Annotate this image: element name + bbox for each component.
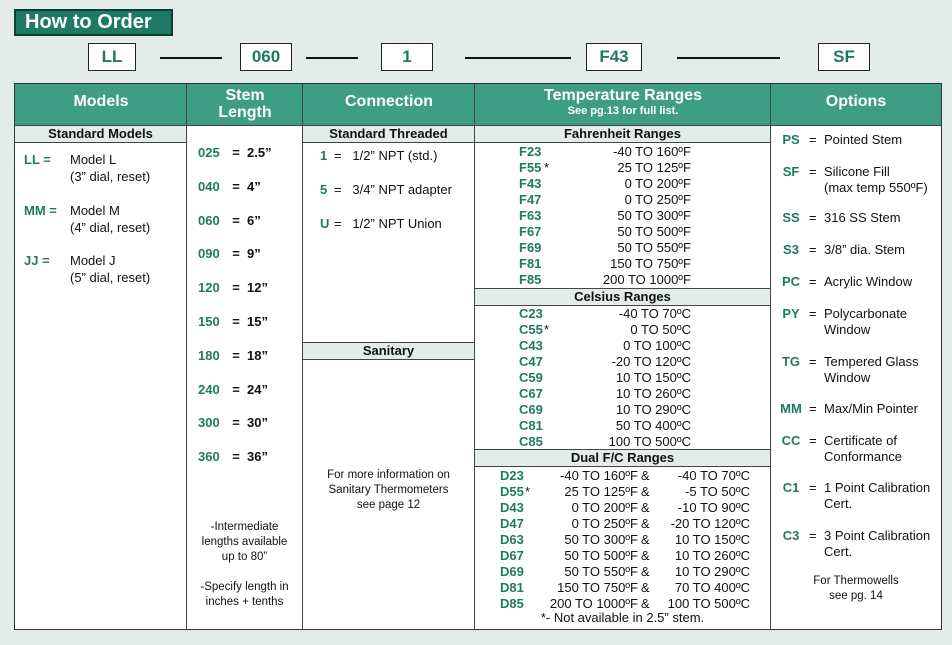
stem-code: 060	[198, 212, 220, 228]
footnote: *- Not available in 2.5” stem.	[540, 610, 705, 625]
temp-range: 25 TO 125ºF	[617, 160, 691, 175]
temp-code: F47	[519, 192, 542, 207]
temp-row	[475, 176, 770, 192]
models-subheader: Standard Models	[15, 126, 186, 143]
connection-code: 5	[320, 182, 328, 197]
stem-header-line2: Length	[218, 104, 272, 121]
dual-c-range: 10 TO 290ºC	[674, 564, 750, 579]
stem-note-specify	[187, 580, 302, 610]
temp-row	[475, 322, 770, 338]
option-eq: =	[809, 306, 817, 321]
temperature-header-sub: See pg.13 for full list.	[567, 105, 679, 117]
page-title: How to Order	[14, 9, 173, 36]
temp-range: 100 TO 500ºC	[608, 434, 691, 449]
stem-row	[198, 213, 261, 228]
stem-eq: =	[232, 246, 240, 262]
temp-code: F55	[519, 160, 542, 175]
dual-amp: &	[641, 516, 650, 531]
stem-value: 4”	[247, 178, 261, 194]
note-line: For Thermowells	[813, 575, 899, 587]
temp-code: C43	[519, 338, 543, 353]
temp-code: F85	[519, 272, 542, 287]
dual-amp: &	[641, 532, 650, 547]
order-code-stem: 060	[240, 43, 292, 71]
temp-code: F23	[519, 144, 542, 159]
stem-eq: =	[232, 314, 240, 329]
option-code: PC	[781, 274, 801, 289]
dual-row	[475, 548, 770, 564]
dual-amp: &	[641, 468, 650, 483]
options-header: Options	[771, 84, 941, 125]
temp-star: *	[544, 322, 550, 337]
stem-note-intermediate	[187, 520, 302, 565]
option-eq: =	[809, 164, 817, 179]
dual-code: D55	[500, 484, 524, 499]
dual-amp: &	[641, 500, 650, 515]
option-text: Certificate of	[824, 433, 897, 448]
dual-f-range: 50 TO 550ºF	[564, 564, 638, 579]
connection-code: 1	[320, 148, 328, 163]
temp-code: C67	[519, 386, 543, 401]
dual-amp: &	[641, 596, 650, 611]
temp-code: C47	[519, 354, 543, 369]
temp-row	[475, 434, 770, 450]
option-eq: =	[809, 480, 817, 495]
dual-code: D63	[500, 532, 524, 547]
temp-range: 50 TO 300ºF	[617, 208, 691, 223]
order-code-options: SF	[818, 43, 870, 71]
temp-row	[475, 402, 770, 418]
dual-code: D67	[500, 548, 524, 563]
connection-text: = 1/2” NPT (std.)	[334, 148, 438, 163]
dual-c-range: -5 TO 50ºC	[685, 484, 750, 499]
option-text: 1 Point Calibration	[824, 480, 931, 495]
option-code: C3	[782, 528, 800, 543]
note-line: -Intermediate	[210, 521, 279, 533]
stem-value: 2.5”	[247, 145, 272, 160]
stem-code: 025	[198, 145, 220, 160]
temp-range: -40 TO 70ºC	[618, 306, 691, 321]
stem-code: 360	[198, 449, 220, 465]
order-table	[14, 83, 942, 630]
temp-row	[475, 256, 770, 272]
option-code: SF	[782, 164, 800, 179]
note-line: up to 80”	[221, 551, 268, 563]
stem-eq: =	[232, 347, 240, 363]
temp-code: F81	[519, 256, 542, 271]
temp-code: C23	[519, 306, 543, 321]
temp-row	[475, 272, 770, 288]
option-text: Cert.	[824, 544, 853, 559]
stem-row	[198, 415, 268, 430]
dual-subheader: Dual F/C Ranges	[475, 449, 770, 467]
models-header: Models	[15, 84, 187, 125]
option-code: SS	[782, 210, 800, 225]
model-name: Model J	[70, 253, 116, 268]
divider	[306, 57, 358, 59]
temp-row	[475, 338, 770, 354]
option-text: 3/8” dia. Stem	[824, 242, 905, 257]
dual-f-range: -40 TO 160ºF	[560, 468, 638, 483]
note-line: -Specify length in	[200, 581, 289, 593]
temp-range: 0 TO 100ºC	[623, 338, 691, 353]
temp-range: 200 TO 1000ºF	[602, 272, 691, 287]
dual-code: D43	[500, 500, 524, 515]
note-line: inches + tenths	[205, 596, 284, 608]
model-desc: (5” dial, reset)	[70, 270, 151, 285]
temp-row	[475, 192, 770, 208]
option-text: 316 SS Stem	[824, 210, 901, 225]
stem-value: 24”	[247, 381, 268, 397]
note-line: lengths available	[201, 536, 288, 548]
fahrenheit-subheader: Fahrenheit Ranges	[475, 126, 770, 143]
temp-row	[475, 224, 770, 240]
note-line: see pg. 14	[829, 590, 883, 602]
temp-code: F43	[519, 176, 542, 191]
dual-code: D47	[500, 516, 524, 531]
stem-eq: =	[232, 449, 240, 465]
stem-length-header	[187, 84, 303, 125]
connection-code: U	[320, 216, 330, 231]
dual-f-range: 0 TO 250ºF	[571, 516, 638, 531]
temp-code: C55	[519, 322, 543, 337]
temp-row	[475, 306, 770, 322]
dual-row	[475, 564, 770, 580]
temp-range: -20 TO 120ºC	[611, 354, 691, 369]
stem-code: 120	[198, 280, 220, 296]
dual-row	[475, 468, 770, 484]
temp-range: 10 TO 290ºC	[615, 402, 691, 417]
connection-text: = 3/4” NPT adapter	[334, 182, 452, 197]
temp-row	[475, 418, 770, 434]
temperature-header	[475, 84, 771, 125]
dual-row	[475, 516, 770, 532]
temp-range: 10 TO 260ºC	[615, 386, 691, 401]
stem-row	[198, 348, 268, 363]
dual-f-range: 50 TO 500ºF	[564, 548, 638, 563]
temp-range: 50 TO 550ºF	[617, 240, 691, 255]
stem-code: 090	[198, 246, 220, 262]
option-eq: =	[809, 242, 817, 257]
stem-eq: =	[232, 381, 240, 397]
option-code: PS	[782, 132, 800, 147]
model-name: Model L	[70, 152, 117, 167]
stem-code: 180	[198, 347, 220, 363]
model-desc: (4” dial, reset)	[70, 220, 151, 235]
temp-row	[475, 208, 770, 224]
dual-c-range: -40 TO 70ºC	[677, 468, 750, 483]
dual-code: D69	[500, 564, 524, 579]
dual-amp: &	[641, 484, 650, 499]
connection-item	[320, 216, 442, 231]
dual-row	[475, 484, 770, 500]
temp-row	[475, 370, 770, 386]
temp-star: *	[544, 160, 550, 175]
connection-item	[320, 148, 437, 163]
dual-c-range: 70 TO 400ºC	[674, 580, 750, 595]
option-code: MM	[780, 401, 802, 416]
model-name: Model M	[70, 203, 120, 218]
sanitary-subheader: Sanitary	[303, 342, 474, 360]
temp-code: F63	[519, 208, 542, 223]
dual-f-range: 25 TO 125ºF	[564, 484, 638, 499]
divider	[677, 57, 780, 59]
stem-code: 150	[198, 314, 220, 329]
option-text: Silicone Fill	[824, 164, 890, 179]
divider	[160, 57, 222, 59]
stem-code: 240	[198, 381, 220, 397]
dual-code: D81	[500, 580, 524, 595]
temp-range: 50 TO 400ºC	[615, 418, 691, 433]
stem-value: 36”	[247, 449, 268, 465]
stem-code: 300	[198, 415, 220, 431]
options-note	[771, 574, 941, 604]
temp-code: C59	[519, 370, 543, 385]
model-code: JJ =	[24, 253, 50, 268]
stem-eq: =	[232, 178, 240, 194]
temp-range: 0 TO 250ºF	[624, 192, 691, 207]
stem-value: 30”	[247, 415, 268, 431]
dual-star: *	[525, 484, 531, 499]
dual-f-range: 0 TO 200ºF	[571, 500, 638, 515]
model-code: LL =	[24, 152, 51, 167]
temp-range: -40 TO 160ºF	[613, 144, 691, 159]
temp-row	[475, 160, 770, 176]
order-code-connection: 1	[381, 43, 433, 71]
dual-row	[475, 500, 770, 516]
temp-row	[475, 240, 770, 256]
stem-value: 6”	[247, 212, 261, 228]
temp-code: C69	[519, 402, 543, 417]
stem-code: 040	[198, 178, 220, 194]
option-eq: =	[809, 528, 817, 543]
connection-text: = 1/2” NPT Union	[334, 216, 442, 231]
temp-row	[475, 386, 770, 402]
option-code: PY	[782, 306, 800, 321]
dual-amp: &	[641, 580, 650, 595]
option-code: CC	[781, 433, 801, 448]
dual-amp: &	[641, 564, 650, 579]
temp-range: 10 TO 150ºC	[615, 370, 691, 385]
temp-range: 0 TO 200ºF	[624, 176, 691, 191]
option-text: Polycarbonate	[824, 306, 908, 321]
option-eq: =	[809, 354, 817, 369]
option-eq: =	[809, 401, 817, 416]
dual-c-range: -10 TO 90ºC	[677, 500, 750, 515]
stem-value: 12”	[247, 280, 268, 296]
temp-range: 0 TO 50ºC	[630, 322, 691, 337]
option-text: (max temp 550ºF)	[824, 180, 928, 195]
dual-row	[475, 580, 770, 596]
stem-value: 15”	[247, 314, 268, 329]
dual-c-range: 100 TO 500ºC	[667, 596, 750, 611]
option-code: TG	[781, 354, 801, 369]
stem-row	[198, 280, 268, 295]
order-code-model: LL	[88, 43, 136, 71]
option-text: Pointed Stem	[824, 132, 903, 147]
temp-code: C85	[519, 434, 543, 449]
temp-row	[475, 144, 770, 160]
model-desc: (3” dial, reset)	[70, 169, 151, 184]
note-line: Sanitary Thermometers	[328, 484, 449, 496]
temperature-header-title: Temperature Ranges	[544, 87, 702, 104]
connection-subheader: Standard Threaded	[303, 126, 474, 143]
dual-f-range: 200 TO 1000ºF	[549, 596, 638, 611]
temp-code: F69	[519, 240, 542, 255]
option-text: Window	[824, 322, 871, 337]
stem-row	[198, 449, 268, 464]
temp-range: 50 TO 500ºF	[617, 224, 691, 239]
connection-header: Connection	[303, 84, 475, 125]
stem-row	[198, 179, 261, 194]
celsius-subheader: Celsius Ranges	[475, 288, 770, 306]
dual-c-range: 10 TO 260ºC	[674, 548, 750, 563]
dual-code: D23	[500, 468, 524, 483]
option-text: Max/Min Pointer	[824, 401, 918, 416]
option-text: 3 Point Calibration	[824, 528, 931, 543]
dual-c-range: 10 TO 150ºC	[674, 532, 750, 547]
temp-row	[475, 354, 770, 370]
stem-row	[198, 246, 261, 261]
temp-range: 150 TO 750ºF	[610, 256, 691, 271]
column-divider	[770, 84, 771, 629]
option-code: S3	[783, 242, 799, 257]
option-text: Cert.	[824, 496, 853, 511]
temp-code: F67	[519, 224, 542, 239]
option-code: C1	[782, 480, 800, 495]
connection-item	[320, 182, 452, 197]
stem-row	[198, 382, 268, 397]
note-line: see page 12	[356, 499, 421, 511]
option-eq: =	[809, 132, 817, 147]
order-code-temperature: F43	[586, 43, 642, 71]
option-text: Window	[824, 370, 871, 385]
temp-code: C81	[519, 418, 543, 433]
stem-eq: =	[232, 212, 240, 228]
option-text: Tempered Glass	[824, 354, 919, 369]
option-eq: =	[809, 210, 817, 225]
model-code: MM =	[24, 203, 57, 218]
dual-code: D85	[500, 596, 524, 611]
stem-header-line1: Stem	[225, 87, 265, 104]
stem-eq: =	[232, 415, 240, 431]
note-line: For more information on	[327, 469, 450, 481]
option-eq: =	[809, 433, 817, 448]
stem-value: 9”	[247, 246, 261, 262]
divider	[465, 57, 571, 59]
stem-row	[198, 145, 272, 160]
dual-row	[475, 532, 770, 548]
sanitary-note	[303, 468, 474, 513]
stem-value: 18”	[247, 347, 268, 363]
stem-eq: =	[232, 280, 240, 296]
stem-row	[198, 314, 268, 329]
dual-c-range: -20 TO 120ºC	[670, 516, 750, 531]
option-eq: =	[809, 274, 817, 289]
option-text: Conformance	[824, 449, 903, 464]
stem-eq: =	[232, 145, 240, 160]
dual-amp: &	[641, 548, 650, 563]
dual-f-range: 150 TO 750ºF	[557, 580, 638, 595]
dual-f-range: 50 TO 300ºF	[564, 532, 638, 547]
option-text: Acrylic Window	[824, 274, 913, 289]
